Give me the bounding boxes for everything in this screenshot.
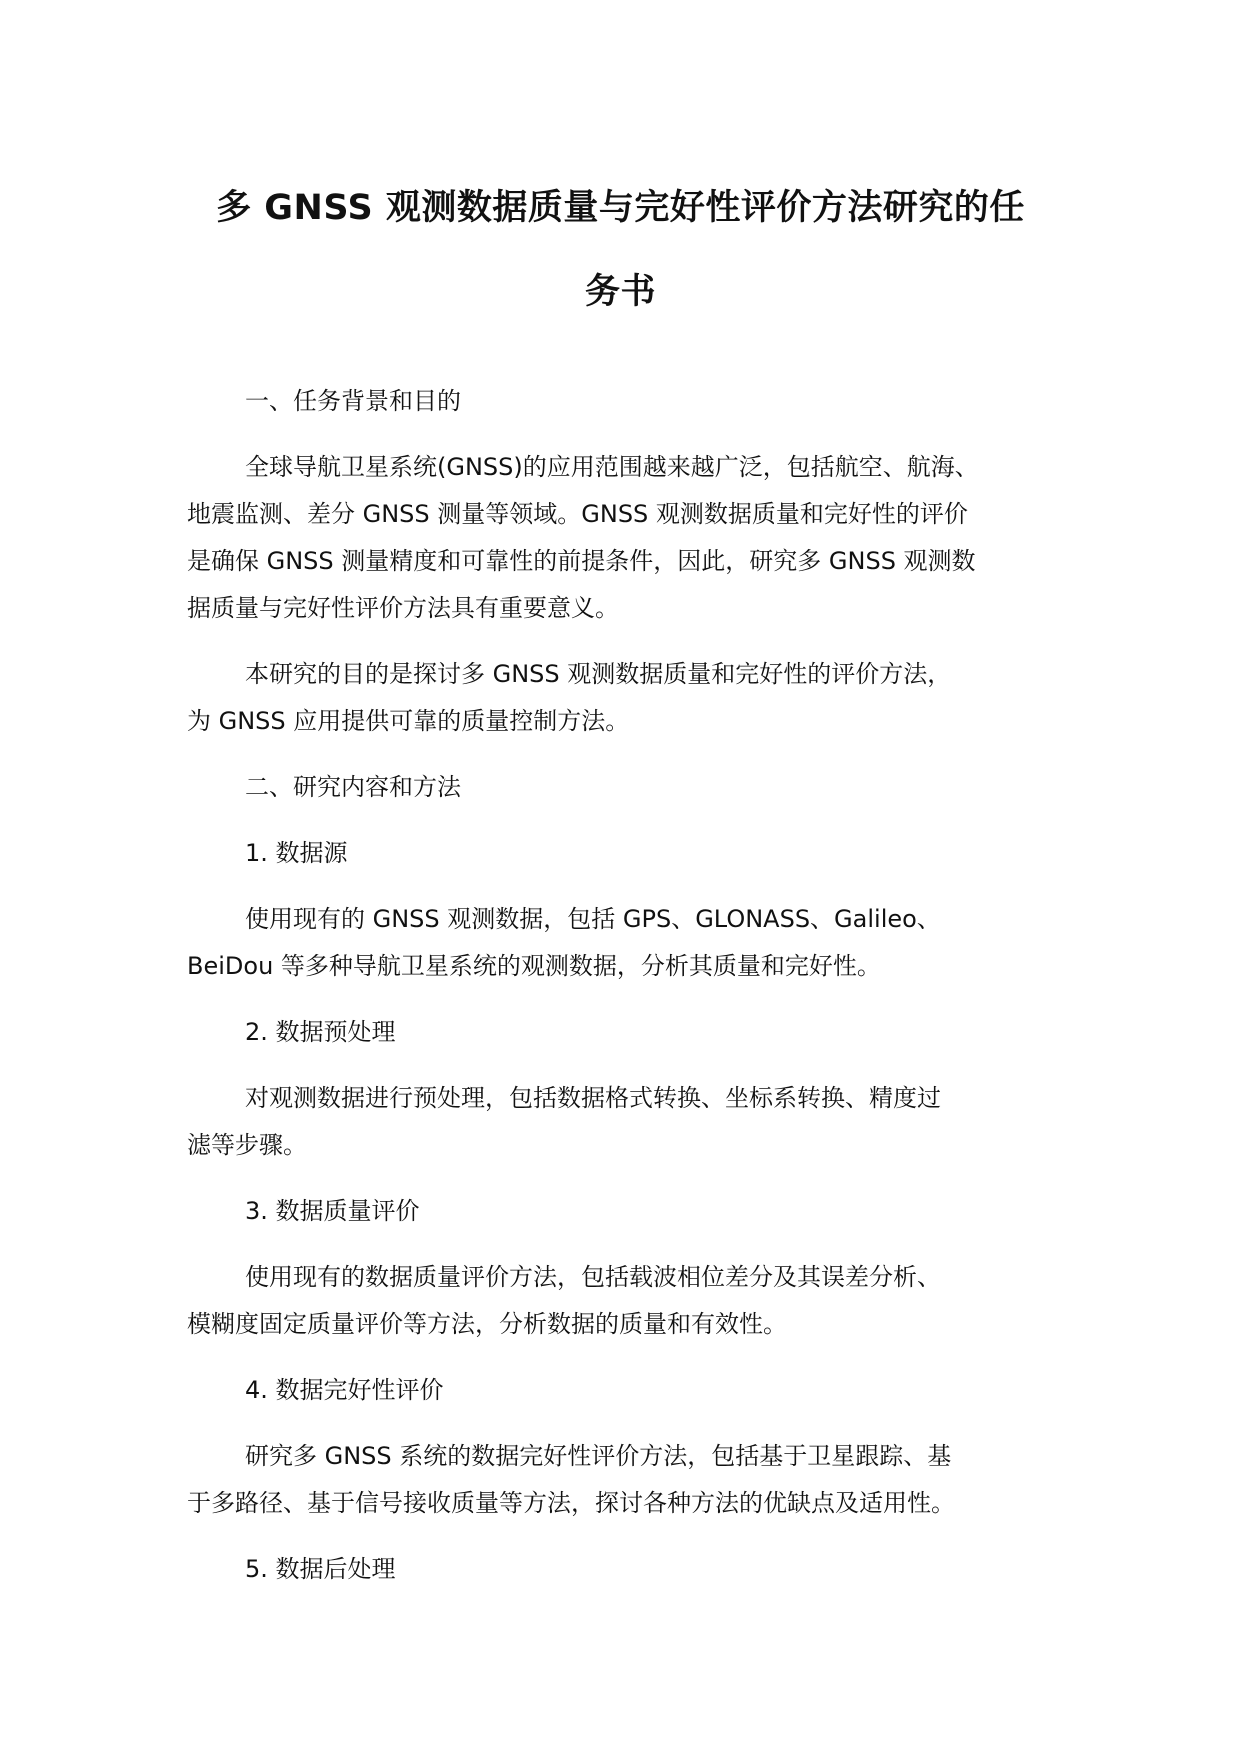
document-body <box>187 378 1067 1612</box>
paragraph <box>187 651 1067 745</box>
paragraph <box>187 1433 1067 1527</box>
paragraph-line: 为 GNSS 应用提供可靠的质量控制方法。 <box>187 707 630 735</box>
paragraph <box>187 1075 1067 1169</box>
paragraph-line: 使用现有的 GNSS 观测数据，包括 GPS、GLONASS、Galileo、 <box>245 905 941 933</box>
paragraph-line: 本研究的目的是探讨多 GNSS 观测数据质量和完好性的评价方法， <box>245 660 952 688</box>
section-heading: 二、研究内容和方法 <box>245 773 461 801</box>
subsection-heading: 4. 数据完好性评价 <box>245 1376 444 1404</box>
document-title-line-1: 多 GNSS 观测数据质量与完好性评价方法研究的任 <box>216 188 1025 228</box>
subsection-heading: 2. 数据预处理 <box>245 1018 396 1046</box>
document-title-line-2: 务书 <box>584 272 656 312</box>
subsection-heading: 5. 数据后处理 <box>245 1555 396 1583</box>
paragraph-line: 模糊度固定质量评价等方法，分析数据的质量和有效性。 <box>187 1310 787 1338</box>
paragraph <box>187 896 1067 990</box>
subsection-heading: 1. 数据源 <box>245 839 348 867</box>
paragraph-line: 是确保 GNSS 测量精度和可靠性的前提条件，因此，研究多 GNSS 观测数 <box>187 547 976 575</box>
paragraph-line: 研究多 GNSS 系统的数据完好性评价方法，包括基于卫星跟踪、基 <box>245 1442 952 1470</box>
paragraph-line: 于多路径、基于信号接收质量等方法，探讨各种方法的优缺点及适用性。 <box>187 1489 955 1517</box>
paragraph-line: BeiDou 等多种导航卫星系统的观测数据，分析其质量和完好性。 <box>187 952 881 980</box>
paragraph-line: 滤等步骤。 <box>187 1131 307 1159</box>
paragraph-line: 对观测数据进行预处理，包括数据格式转换、坐标系转换、精度过 <box>245 1084 941 1112</box>
paragraph-line: 据质量与完好性评价方法具有重要意义。 <box>187 594 619 622</box>
section-heading: 一、任务背景和目的 <box>245 387 461 415</box>
paragraph <box>187 444 1067 632</box>
paragraph <box>187 1254 1067 1348</box>
subsection-heading: 3. 数据质量评价 <box>245 1197 420 1225</box>
paragraph-line: 全球导航卫星系统(GNSS)的应用范围越来越广泛，包括航空、航海、 <box>245 453 979 481</box>
paragraph-line: 使用现有的数据质量评价方法，包括载波相位差分及其误差分析、 <box>245 1263 941 1291</box>
paragraph-line: 地震监测、差分 GNSS 测量等领域。GNSS 观测数据质量和完好性的评价 <box>187 500 968 528</box>
